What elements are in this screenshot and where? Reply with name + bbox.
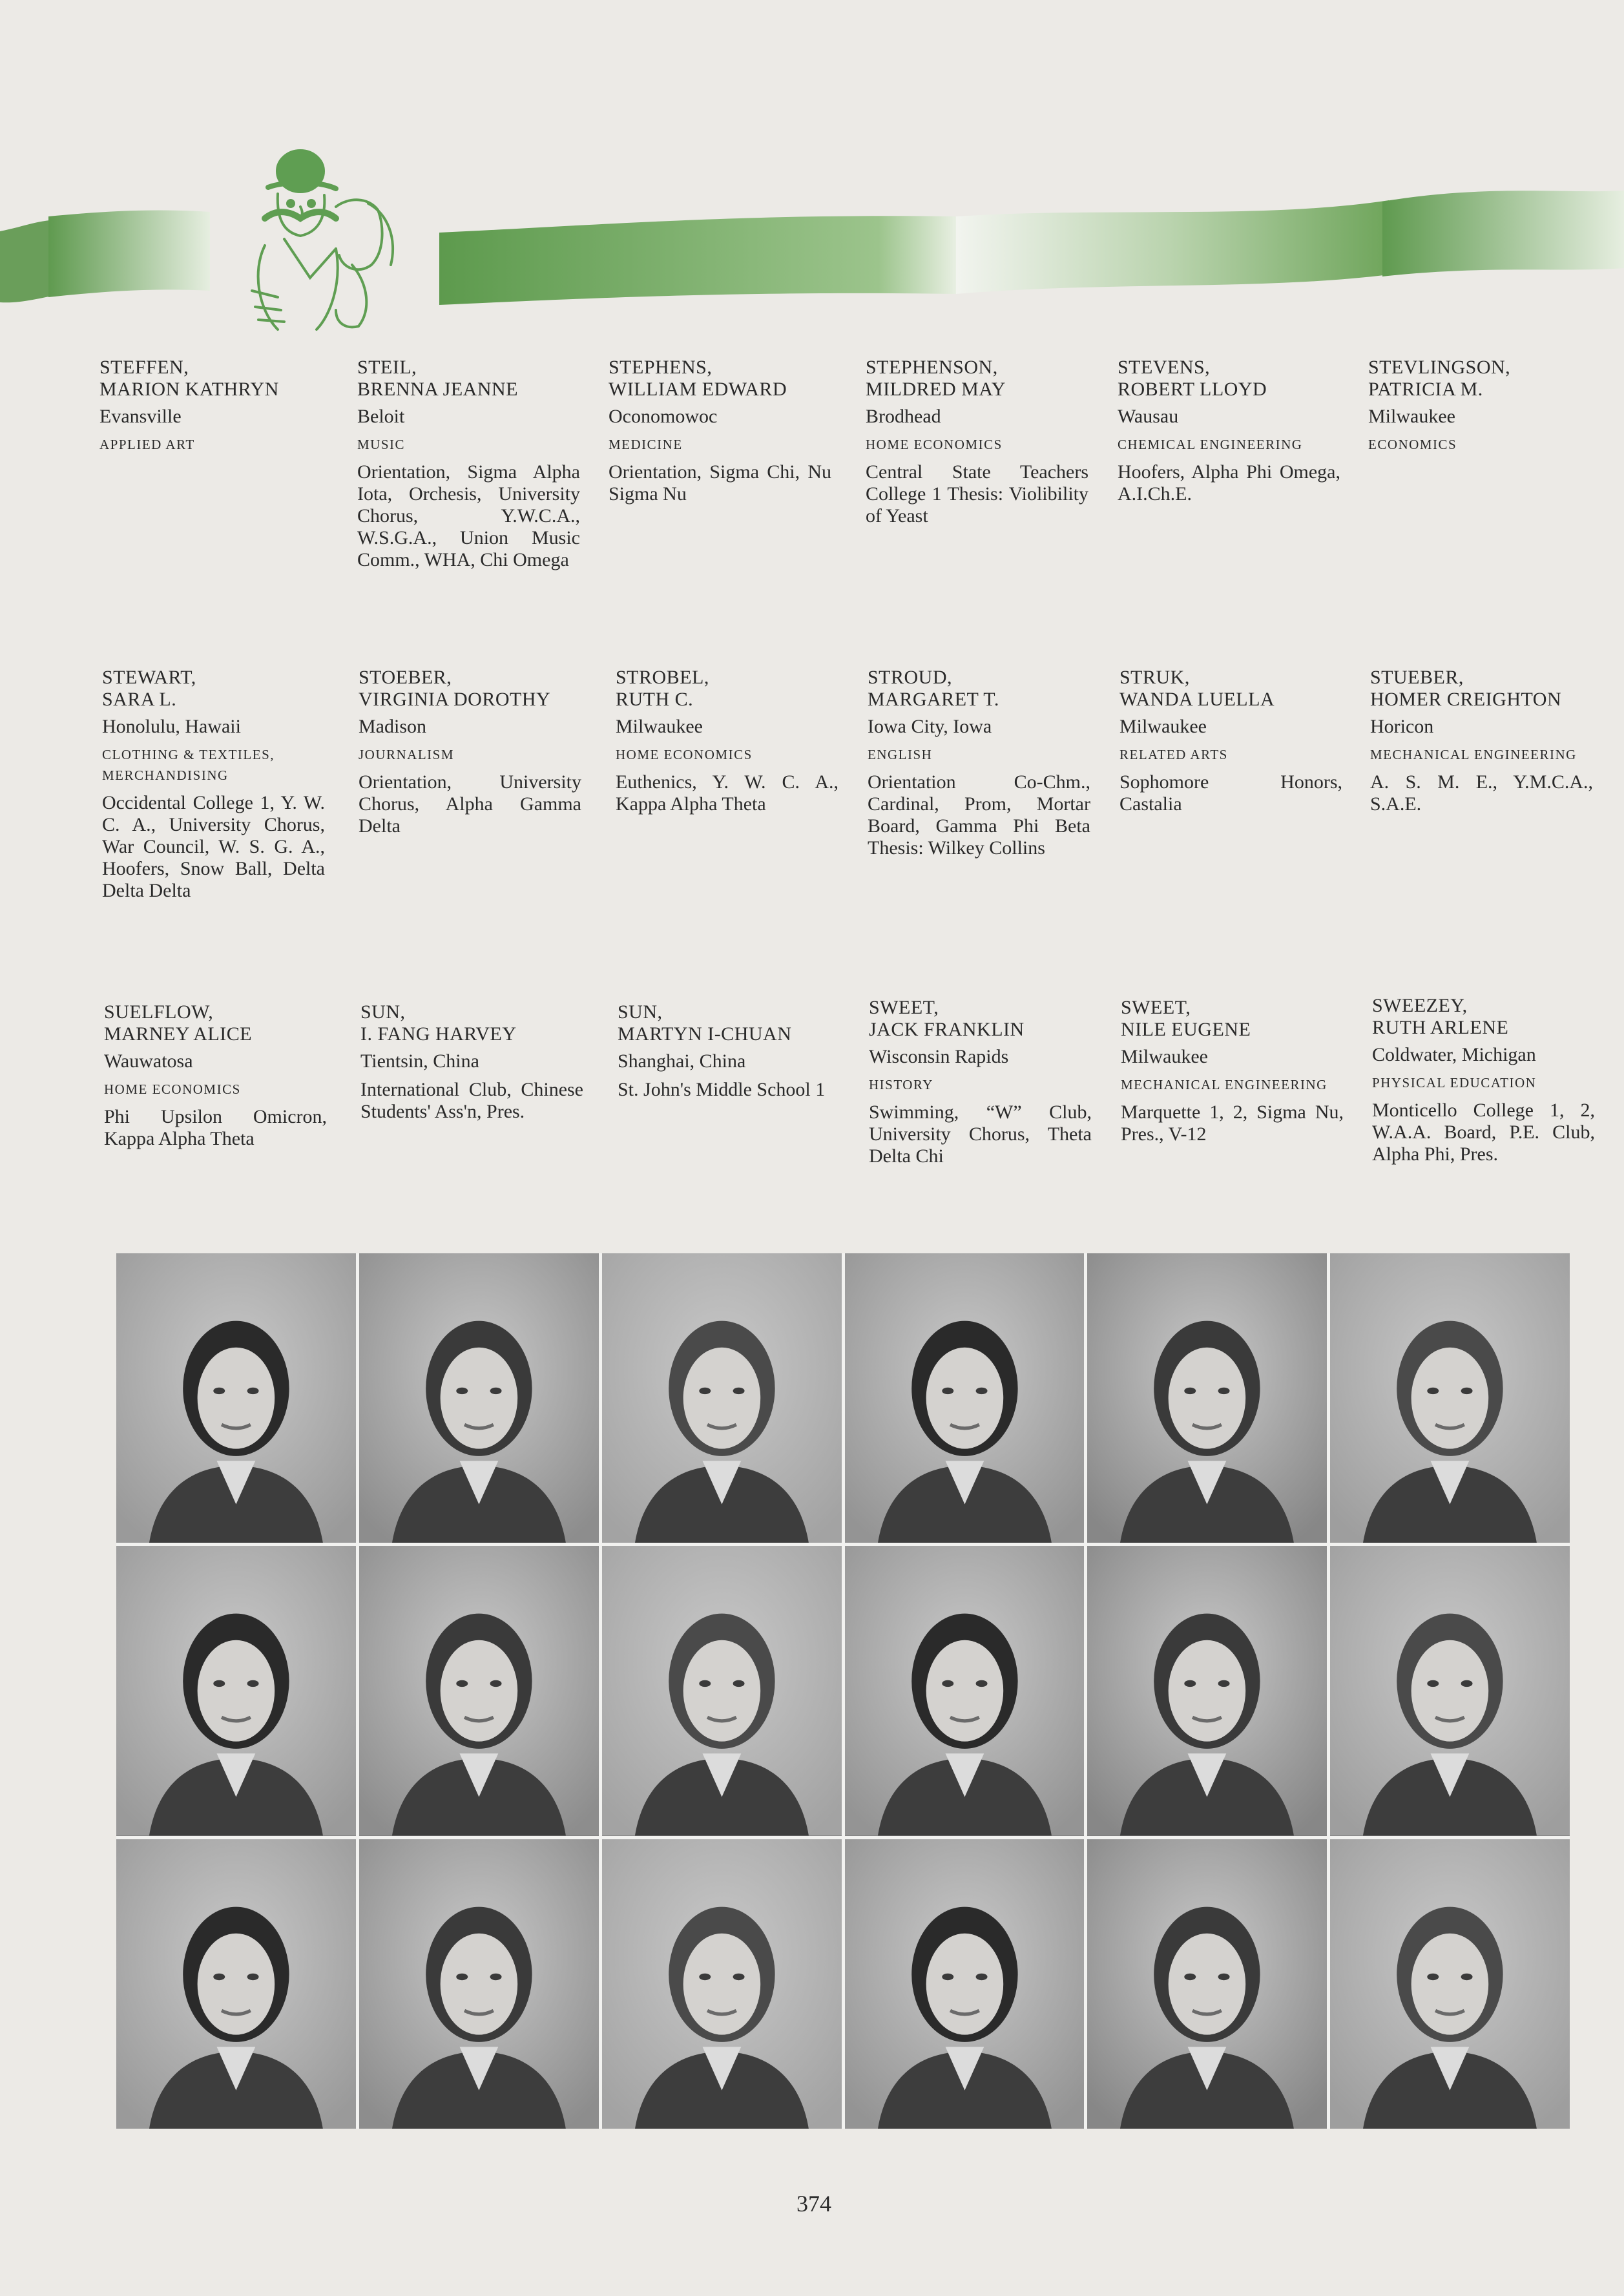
student-given-names: BRENNA JEANNE <box>357 379 519 400</box>
student-entry <box>1121 997 1344 1145</box>
student-department: ENGLISH <box>868 747 933 762</box>
student-department: JOURNALISM <box>359 747 455 762</box>
student-department: MUSIC <box>357 437 406 452</box>
student-surname: STRUK, <box>1119 667 1190 688</box>
student-hometown: Oconomowoc <box>609 406 718 427</box>
student-portrait <box>116 1253 356 1543</box>
student-given-names: MARNEY ALICE <box>104 1023 253 1045</box>
student-surname: SUN, <box>618 1001 663 1023</box>
student-given-names: ROBERT LLOYD <box>1118 379 1267 400</box>
student-hometown: Wausau <box>1118 406 1179 427</box>
student-entry <box>99 357 322 461</box>
student-surname: STEPHENSON, <box>866 357 998 378</box>
student-activities: A. S. M. E., Y.M.C.A., S.A.E. <box>1370 771 1593 815</box>
student-department: CHEMICAL ENGINEERING <box>1118 437 1303 452</box>
student-entry <box>360 1001 583 1123</box>
student-surname: SWEET, <box>1121 997 1191 1018</box>
student-department: HOME ECONOMICS <box>866 437 1003 452</box>
student-surname: SUN, <box>360 1001 406 1023</box>
student-portrait <box>1087 1839 1327 2129</box>
student-department: RELATED ARTS <box>1119 747 1228 762</box>
student-activities: International Club, Chinese Students' Ass'n, Pres. <box>360 1079 583 1122</box>
student-department: CLOTHING & TEXTILES, MERCHANDISING <box>102 747 275 783</box>
student-portrait <box>116 1546 356 1835</box>
student-surname: STEPHENS, <box>609 357 713 378</box>
student-given-names: NILE EUGENE <box>1121 1019 1251 1040</box>
student-given-names: RUTH ARLENE <box>1372 1017 1509 1038</box>
student-portrait <box>1087 1546 1327 1835</box>
student-activities: Orientation, University Chorus, Alpha Gamma Delta <box>359 771 581 837</box>
student-activities: Orientation, Sigma Alpha Iota, Orchesis, University Chorus, Y.W.C.A., W.S.G.A., Union Music Comm., WHA, Chi Omega <box>357 461 580 570</box>
student-entry <box>102 667 325 902</box>
student-given-names: RUTH C. <box>616 689 694 710</box>
student-portrait <box>845 1546 1085 1835</box>
student-given-names: SARA L. <box>102 689 177 710</box>
student-portrait <box>1330 1839 1570 2129</box>
student-surname: SUELFLOW, <box>104 1001 214 1023</box>
student-activities: Hoofers, Alpha Phi Omega, A.I.Ch.E. <box>1118 461 1340 505</box>
student-given-names: MARION KATHRYN <box>99 379 279 400</box>
student-hometown: Milwaukee <box>1119 716 1207 737</box>
student-hometown: Wauwatosa <box>104 1050 193 1072</box>
student-entry <box>616 667 838 815</box>
student-hometown: Wisconsin Rapids <box>869 1046 1009 1067</box>
student-hometown: Honolulu, Hawaii <box>102 716 241 737</box>
student-surname: STROUD, <box>868 667 953 688</box>
student-activities: Central State Teachers College 1 Thesis: Violibility of Yeast <box>866 461 1088 527</box>
student-given-names: WILLIAM EDWARD <box>609 379 787 400</box>
student-activities: Sophomore Honors, Castalia <box>1119 771 1342 815</box>
student-department: MEDICINE <box>609 437 683 452</box>
student-activities: Occidental College 1, Y. W. C. A., University Chorus, War Council, W. S. G. A., Hoofers, Snow Ball, Delta Delta Delta <box>102 792 325 901</box>
student-surname: SWEEZEY, <box>1372 995 1468 1016</box>
student-hometown: Iowa City, Iowa <box>868 716 992 737</box>
student-surname: STEVENS, <box>1118 357 1211 378</box>
student-portrait <box>359 1839 599 2129</box>
student-portrait <box>602 1839 842 2129</box>
student-activities: Orientation Co-Chm., Cardinal, Prom, Mortar Board, Gamma Phi Beta Thesis: Wilkey Collins <box>868 771 1090 859</box>
student-given-names: HOMER CREIGHTON <box>1370 689 1562 710</box>
student-given-names: MILDRED MAY <box>866 379 1006 400</box>
student-portrait <box>602 1253 842 1543</box>
student-portrait <box>359 1253 599 1543</box>
student-department: HISTORY <box>869 1077 933 1092</box>
student-hometown: Beloit <box>357 406 405 427</box>
student-entry <box>1118 357 1340 505</box>
student-given-names: MARTYN I-CHUAN <box>618 1023 792 1045</box>
student-entry <box>866 357 1088 527</box>
student-portrait <box>1087 1253 1327 1543</box>
student-entry <box>1368 357 1591 461</box>
student-activities: Orientation, Sigma Chi, Nu Sigma Nu <box>609 461 831 505</box>
student-surname: STEVLINGSON, <box>1368 357 1511 378</box>
student-surname: STEIL, <box>357 357 417 378</box>
student-department: PHYSICAL EDUCATION <box>1372 1075 1537 1091</box>
student-hometown: Shanghai, China <box>618 1050 746 1072</box>
student-hometown: Evansville <box>99 406 182 427</box>
student-entry <box>1372 995 1595 1165</box>
student-department: MECHANICAL ENGINEERING <box>1370 747 1577 762</box>
student-entry <box>1119 667 1342 815</box>
student-activities: Euthenics, Y. W. C. A., Kappa Alpha Theta <box>616 771 838 815</box>
student-given-names: PATRICIA M. <box>1368 379 1483 400</box>
student-hometown: Horicon <box>1370 716 1434 737</box>
student-portrait <box>1330 1546 1570 1835</box>
student-department: ECONOMICS <box>1368 437 1457 452</box>
student-activities: Swimming, “W” Club, University Chorus, Theta Delta Chi <box>869 1101 1092 1167</box>
student-department: HOME ECONOMICS <box>616 747 753 762</box>
student-hometown: Coldwater, Michigan <box>1372 1044 1536 1065</box>
student-activities: Monticello College 1, 2, W.A.A. Board, P.E. Club, Alpha Phi, Pres. <box>1372 1100 1595 1165</box>
portrait-grid <box>116 1253 1570 2129</box>
student-entry <box>357 357 580 571</box>
page-number: 374 <box>796 2191 831 2217</box>
student-portrait <box>1330 1253 1570 1543</box>
student-portrait <box>602 1546 842 1835</box>
student-entry <box>359 667 581 837</box>
student-surname: STEFFEN, <box>99 357 189 378</box>
student-surname: STEWART, <box>102 667 196 688</box>
student-hometown: Tientsin, China <box>360 1050 479 1072</box>
student-hometown: Milwaukee <box>616 716 703 737</box>
student-activities: St. John's Middle School 1 <box>618 1079 826 1100</box>
student-portrait <box>359 1546 599 1835</box>
student-activities: Phi Upsilon Omicron, Kappa Alpha Theta <box>104 1106 327 1149</box>
student-given-names: I. FANG HARVEY <box>360 1023 517 1045</box>
student-entry <box>618 1001 840 1101</box>
student-portrait <box>116 1839 356 2129</box>
student-given-names: JACK FRANKLIN <box>869 1019 1025 1040</box>
student-given-names: WANDA LUELLA <box>1119 689 1275 710</box>
student-activities: Marquette 1, 2, Sigma Nu, Pres., V-12 <box>1121 1101 1344 1145</box>
student-department: HOME ECONOMICS <box>104 1081 241 1097</box>
student-entry <box>104 1001 327 1150</box>
student-department: MECHANICAL ENGINEERING <box>1121 1077 1327 1092</box>
student-entry <box>869 997 1092 1167</box>
student-portrait <box>845 1253 1085 1543</box>
student-given-names: MARGARET T. <box>868 689 999 710</box>
student-portrait <box>845 1839 1085 2129</box>
student-entry <box>868 667 1090 859</box>
student-surname: SWEET, <box>869 997 939 1018</box>
student-hometown: Milwaukee <box>1121 1046 1208 1067</box>
student-given-names: VIRGINIA DOROTHY <box>359 689 551 710</box>
student-entry <box>1370 667 1593 815</box>
student-surname: STOEBER, <box>359 667 452 688</box>
student-entry <box>609 357 831 505</box>
student-hometown: Brodhead <box>866 406 941 427</box>
student-department: APPLIED ART <box>99 437 195 452</box>
student-hometown: Madison <box>359 716 426 737</box>
student-hometown: Milwaukee <box>1368 406 1455 427</box>
student-surname: STUEBER, <box>1370 667 1464 688</box>
student-surname: STROBEL, <box>616 667 709 688</box>
